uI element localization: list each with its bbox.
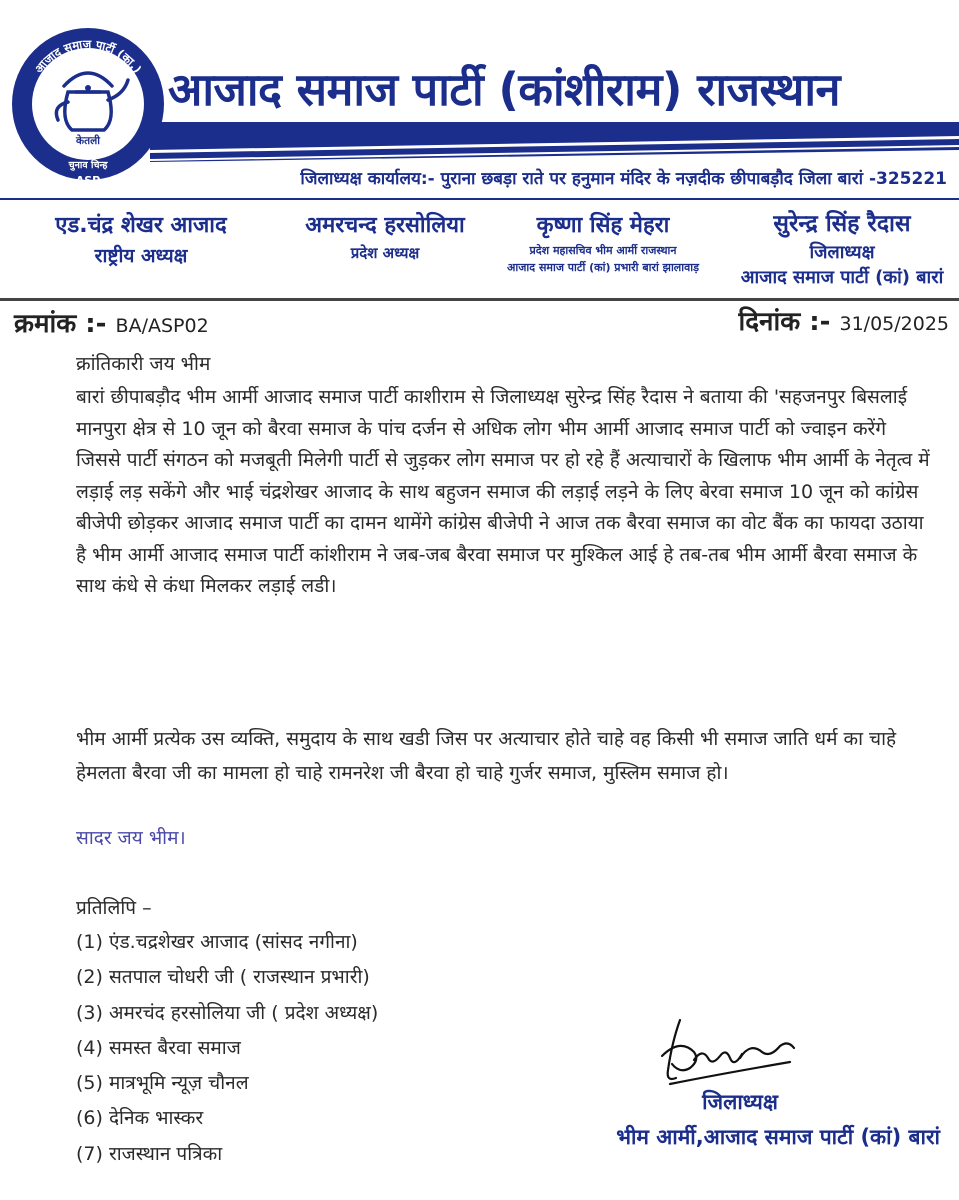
office-address: जिलाध्यक्ष कार्यालय:- पुराना छबड़ा राते पर हनुमान मंदिर के नज़दीक छीपाबड़ौद जिला बारां -325221 [300,169,947,189]
copy-to-list [76,925,576,1172]
official-role-secondary: आजाद समाज पार्टी (कां) बारां [740,267,944,288]
official-role: प्रदेश अध्यक्ष [350,244,420,262]
logo-abbreviation: ASP [75,174,101,187]
official-name: कृष्णा सिंह मेहरा [536,213,670,238]
signatory-title: जिलाध्यक्ष [702,1090,778,1114]
reference-label: क्रमांक :- [14,309,107,339]
official-name: एड.चंद्र शेखर आजाद [55,213,227,238]
reference-value: BA/ASP02 [115,315,209,337]
list-item: (7) राजस्थान पत्रिका [76,1142,223,1165]
official-national-president [6,210,276,270]
list-item: (6) देनिक भास्कर [76,1107,204,1130]
date-value: 31/05/2025 [839,313,949,335]
organization-title: आजाद समाज पार्टी (कांशीराम) राजस्थान [168,63,841,116]
date-label: दिनांक :- [738,307,831,337]
list-item: (2) सतपाल चोधरी जी ( राजस्थान प्रभारी) [76,966,370,989]
official-state-general-secretary [478,210,728,276]
official-district-president [728,208,956,290]
logo-symbol-name: केतली [76,135,100,147]
closing: सादर जय भीम। [76,827,186,849]
signatory-organization: भीम आर्मी,आजाद समाज पार्टी (कां) बारां [616,1125,940,1149]
official-name: सुरेन्द्र सिंह रैदास [773,211,911,237]
letterhead [0,0,959,200]
official-state-president [285,210,485,264]
official-role: प्रदेश महासचिव भीम आर्मी राजस्थान [529,244,677,257]
officials-row [0,200,959,300]
list-item: (1) एंड.चद्रशेखर आजाद (सांसद नगीना) [76,931,358,953]
list-item: (5) मात्रभूमि न्यूज़ चौनल [76,1072,249,1095]
letter-date [739,304,950,342]
list-item: (4) समस्त बैरवा समाज [76,1036,241,1059]
logo-symbol-caption: चुनाव चिन्ह [68,160,108,171]
body-paragraph-1: बारां छीपाबड़ौद भीम आर्मी आजाद समाज पार्टी काशीराम से जिलाध्यक्ष सुरेन्द्र सिंह रैदास ने बताया की 'सहजनपुर बिसलाई मानपुरा क्षेत्र से 10 जून को बैरवा समाज के पांच दर्जन से अधिक लोग भीम आर्मी आजाद समाज पार्टी को ज्वाइन करेंगे जिससे पार्टी संगठन को मजबूती मिलेगी पार्टी से जुड़कर लोग समाज पर हो रहे हैं अत्याचारों के खिलाफ भीम आर्मी के नेतृत्व में लड़ाई लड़ सकेंगे और भाई चंद्रशेखर आजाद के साथ बहुजन समाज की लड़ाई लड़ने के लिए बेरवा समाज 10 जून को कांग्रेस बीजेपी छोड़कर आजाद समाज पार्टी का दामन थामेंगे कांग्रेस बीजेपी ने आज तक बैरवा समाज का वोट बैंक का फायदा उठाया है भीम आर्मी आजाद समाज पार्टी कांशीराम ने जब-जब बैरवा समाज पर मुश्किल आई हे तब-तब भीम आर्मी बैरवा समाज के साथ कंधे से कंधा मिलकर लड़ाई लडी। [76,386,930,597]
official-role: जिलाध्यक्ष [809,242,875,263]
handwritten-signature [650,1012,800,1090]
salutation: क्रांतिकारी जय भीम [76,353,211,375]
signature-icon [650,1012,800,1090]
body-paragraph-2: भीम आर्मी प्रत्येक उस व्यक्ति, समुदाय के साथ खडी जिस पर अत्याचार होते चाहे वह किसी भी समाज जाति धर्म का चाहे हेमलता बैरवा जी का मामला हो चाहे रामनरेश जी बैरवा हो चाहे गुर्जर समाज, मुस्लिम समाज हो। [76,728,897,784]
list-item: (3) अमरचंद हरसोलिया जी ( प्रदेश अध्यक्ष) [76,1001,379,1024]
copy-to-label: प्रतिलिपि – [76,897,152,919]
official-role-secondary: आजाद समाज पार्टी (कां) प्रभारी बारां झालावाड़ [507,261,699,274]
official-name: अमरचन्द हरसोलिया [305,213,465,238]
reference-number [14,304,209,346]
logo-arc-text: आजाद समाज पार्टी (का.) [31,36,145,76]
divider [0,298,959,301]
official-role: राष्ट्रीय अध्यक्ष [94,245,188,267]
decorative-stripes [150,120,959,162]
